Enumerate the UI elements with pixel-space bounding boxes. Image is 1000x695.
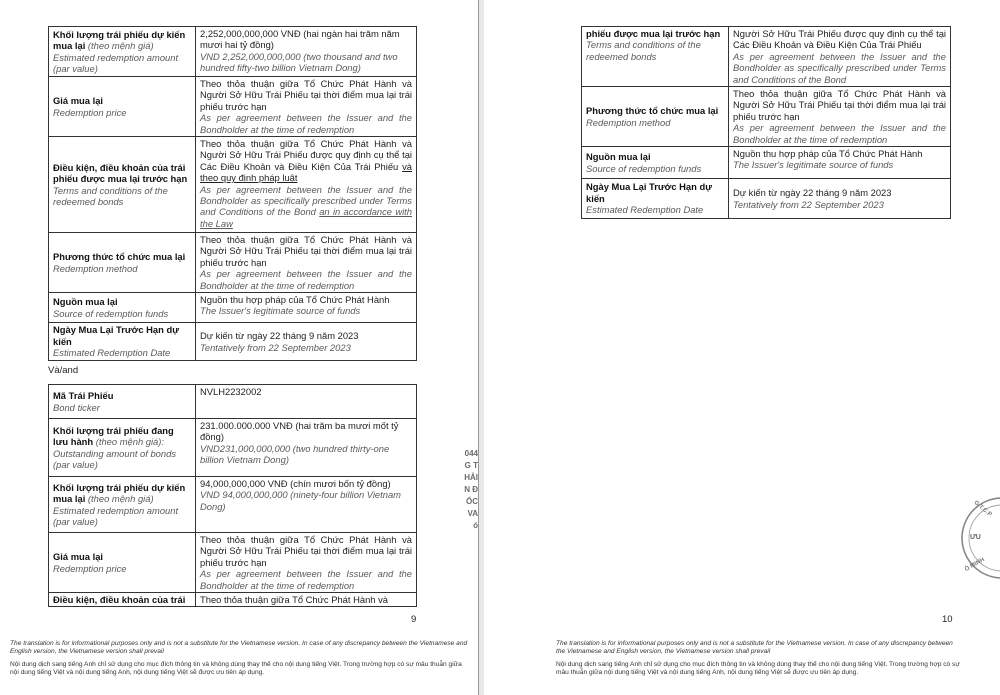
row-content xyxy=(196,477,417,533)
table-row xyxy=(582,87,951,147)
label-en: Source of redemption funds xyxy=(586,162,702,174)
content-en: As per agreement between the Issuer and the Bondholder at the time of redemption xyxy=(200,268,412,291)
redemption-table-2 xyxy=(48,384,417,607)
label-en: Redemption method xyxy=(53,262,138,274)
stamp-text: ỐC xyxy=(466,497,478,506)
stamp-fragment-left xyxy=(460,448,478,544)
right-page xyxy=(484,0,1000,695)
row-label xyxy=(49,419,196,477)
row-content xyxy=(196,293,417,323)
content-en: As per agreement between the Issuer and the Bondholder as specifically prescribed under Terms and Conditions of the Bond xyxy=(200,183,412,218)
redemption-table-1 xyxy=(48,26,417,361)
stamp-text: ó xyxy=(473,521,478,530)
footer-en: The translation is for informational purposes only and is not a substitute for the Vietnamese version. In case of any discrepancy between the Vietnamese and English version, the Vietnamese version shall prevail xyxy=(10,640,468,656)
label-en: Bond ticker xyxy=(53,401,100,413)
content-en: VND 94,000,000,000 (ninety-four billion Vietnam Dong) xyxy=(200,489,401,512)
label-en: Terms and conditions of the redeemed bonds xyxy=(53,184,168,207)
table-row xyxy=(582,147,951,179)
content-vi: 94,000,000,000 VNĐ (chín mươi bốn tỷ đồng) xyxy=(200,478,391,489)
content-vi: Người Sở Hữu Trái Phiếu được quy định cụ thể tại Các Điều Khoản và Điều Kiện Của Trái Phiếu xyxy=(733,28,946,51)
label-vi: Ngày Mua Lại Trước Hạn dự kiến xyxy=(53,324,179,347)
row-content xyxy=(196,323,417,361)
row-label xyxy=(49,593,196,607)
stamp-text: G T xyxy=(464,461,478,470)
label-vi: Giá mua lại xyxy=(53,551,104,563)
label-en: Source of redemption funds xyxy=(53,307,169,319)
content-vi: Theo thỏa thuận giữa Tổ Chức Phát Hành và Người Sở Hữu Trái Phiếu tại thời điểm mua lại trái phiếu trước hạn xyxy=(200,78,412,112)
content-en: As per agreement between the Issuer and the Bondholder as specifically prescribed under Terms and Conditions of the Bond xyxy=(733,50,946,85)
label-en: Redemption method xyxy=(586,116,671,128)
footer-disclaimer xyxy=(484,640,1000,677)
table-row xyxy=(49,293,417,323)
row-label xyxy=(582,27,729,87)
footer-vi: Nội dung dịch sang tiếng Anh chỉ sử dụng cho mục đích thông tin và không dùng thay thế cho nội dung tiếng Việt. Trong trường hợp có sự mâu thuẫn giữa nội dung tiếng Việt và nội dung tiếng Anh, nội dung tiếng Việt sẽ được ưu tiên áp dụng. xyxy=(10,660,462,676)
label-vi: Khối lượng trái phiếu dự kiến mua lại xyxy=(53,28,186,52)
label-en: Redemption price xyxy=(53,562,127,574)
label-en: Estimated redemption amount (par value) xyxy=(53,504,179,527)
row-label xyxy=(49,533,196,593)
redemption-table-3 xyxy=(581,26,951,219)
stamp-text: G.T.C.P xyxy=(972,499,993,519)
left-page xyxy=(0,0,479,695)
label-vi: Điều kiện, điều khoản của trái xyxy=(53,594,186,606)
table-row xyxy=(582,27,951,87)
row-label xyxy=(49,27,196,77)
table-row xyxy=(49,27,417,77)
label-vi: phiếu được mua lại trước hạn xyxy=(586,28,721,39)
table-row xyxy=(49,477,417,533)
label-note: (theo mệnh giá) xyxy=(87,40,154,52)
content-vi: Theo thỏa thuận giữa Tổ Chức Phát Hành và Người Sở Hữu Trái Phiếu tại thời điểm mua lại trái phiếu trước hạn xyxy=(733,88,946,122)
table-row xyxy=(49,593,417,607)
content-vi-underlined: và theo quy định pháp luật xyxy=(200,160,412,184)
table-row xyxy=(49,137,417,233)
label-en: Estimated Redemption Date xyxy=(53,347,171,359)
content-en-underlined: an in accordance with the Law xyxy=(200,206,412,229)
row-label xyxy=(49,385,196,419)
table-row xyxy=(582,179,951,219)
content-vi: Nguồn thu hợp pháp của Tổ Chức Phát Hành xyxy=(200,294,390,306)
table-row xyxy=(49,77,417,137)
row-content xyxy=(196,533,417,593)
row-content xyxy=(196,593,417,607)
content-vi: 231.000.000.000 VNĐ (hai trăm ba mươi mốt tỷ đồng) xyxy=(200,420,399,443)
content-en: As per agreement between the Issuer and the Bondholder at the time of redemption xyxy=(200,568,412,591)
label-en: Estimated redemption amount (par value) xyxy=(53,51,179,74)
content-en: The Issuer's legitimate source of funds xyxy=(733,159,894,171)
row-label xyxy=(49,323,196,361)
footer-vi: Nội dung dịch sang tiếng Anh chỉ sử dụng cho mục đích thông tin và không dùng thay thế cho nội dung tiếng Việt. Trong trường hợp có sự mâu thuẫn giữa nội dung tiếng Việt và nội dung tiếng Anh, nội dung tiếng Việt sẽ được ưu tiên áp dụng. xyxy=(556,660,960,676)
row-label xyxy=(49,477,196,533)
label-vi: Phương thức tổ chức mua lại xyxy=(53,251,186,263)
label-en: Outstanding amount of bonds (par value) xyxy=(53,447,177,470)
label-vi: Phương thức tổ chức mua lại xyxy=(586,105,719,117)
label-vi: Giá mua lại xyxy=(53,95,104,107)
content-en: The Issuer's legitimate source of funds xyxy=(200,305,361,317)
row-label xyxy=(49,293,196,323)
label-vi: Nguồn mua lại xyxy=(586,151,651,163)
row-content xyxy=(196,77,417,137)
row-content xyxy=(729,179,951,219)
row-label xyxy=(49,77,196,137)
row-content xyxy=(729,147,951,179)
label-vi: Khối lượng trái phiếu dự kiến mua lại xyxy=(53,481,186,505)
row-label xyxy=(582,147,729,179)
row-label xyxy=(582,179,729,219)
label-en: Estimated Redemption Date xyxy=(586,204,704,216)
label-vi: Khối lượng trái phiếu đang lưu hành xyxy=(53,424,174,448)
footer-en: The translation is for informational purposes only and is not a substitute for the Vietnamese version. In case of any discrepancy between the Vietnamese and English version, the Vietnamese version shall prevail xyxy=(556,640,953,656)
row-label xyxy=(49,137,196,233)
row-content xyxy=(729,87,951,147)
content-vi: Theo thỏa thuận giữa Tổ Chức Phát Hành và Người Sở Hữu Trái Phiếu được quy định cụ thể tại Các Điều Khoản và Điều Kiện Của Trái Phiếu xyxy=(200,138,412,172)
content-vi: Dự kiến từ ngày 22 tháng 9 năm 2023 xyxy=(733,187,892,199)
row-content xyxy=(196,385,417,419)
table-row xyxy=(49,233,417,293)
row-label xyxy=(49,233,196,293)
content-en: VND231,000,000,000 (two hundred thirty-one billion Vietnam Dong) xyxy=(200,442,390,466)
page-number: 10 xyxy=(942,614,953,625)
content-en: VND 2,252,000,000,000 (two thousand and two hundred fifty-two billion Vietnam Dong) xyxy=(200,50,398,74)
table-row xyxy=(49,385,417,419)
stamp-text: 044 xyxy=(464,449,478,458)
row-content xyxy=(196,137,417,233)
label-vi: Nguồn mua lại xyxy=(53,296,118,308)
stamp-text: Ó MINH xyxy=(963,556,986,574)
row-content xyxy=(196,233,417,293)
table-row xyxy=(49,419,417,477)
content-vi: NVLH2232002 xyxy=(200,386,262,397)
label-en: Redemption price xyxy=(53,106,127,118)
table-row xyxy=(49,323,417,361)
page-number: 9 xyxy=(411,614,417,625)
label-vi: Mã Trái Phiếu xyxy=(53,390,114,402)
content-vi: Theo thỏa thuận giữa Tổ Chức Phát Hành và Người Sở Hữu Trái Phiếu tại thời điểm mua lại trái phiếu trước hạn xyxy=(200,534,412,568)
stamp-fragment-right xyxy=(950,492,1000,584)
row-content xyxy=(196,419,417,477)
and-label: Và/and xyxy=(48,365,79,376)
label-en: Terms and conditions of the redeemed bonds xyxy=(586,39,701,62)
content-vi: Nguồn thu hợp pháp của Tổ Chức Phát Hành xyxy=(733,148,923,160)
stamp-text: HẢI xyxy=(464,473,478,482)
label-note: (theo mệnh giá): xyxy=(95,436,165,448)
table-row xyxy=(49,533,417,593)
content-vi: 2,252,000,000,000 VNĐ (hai ngàn hai trăm năm mươi hai tỷ đồng) xyxy=(200,28,400,51)
content-en: Tentatively from 22 September 2023 xyxy=(200,341,351,353)
row-content xyxy=(729,27,951,87)
label-vi: Ngày Mua Lại Trước Hạn dự kiến xyxy=(586,181,712,204)
label-vi: Điều kiện, điều khoản của trái phiếu được mua lại trước hạn xyxy=(53,161,188,185)
stamp-text: N Đ xyxy=(464,485,478,494)
footer-disclaimer xyxy=(0,640,478,677)
content-en: As per agreement between the Issuer and the Bondholder at the time of redemption xyxy=(200,112,412,135)
row-label xyxy=(582,87,729,147)
stamp-text: ƯU xyxy=(970,534,981,541)
content-vi: Theo thỏa thuận giữa Tổ Chức Phát Hành và Người Sở Hữu Trái Phiếu tại thời điểm mua lại trái phiếu trước hạn xyxy=(200,234,412,268)
content-vi: Dự kiến từ ngày 22 tháng 9 năm 2023 xyxy=(200,330,359,342)
label-note: (theo mệnh giá) xyxy=(87,493,154,505)
stamp-text: VA xyxy=(467,509,478,518)
row-content xyxy=(196,27,417,77)
content-vi: Theo thỏa thuận giữa Tổ Chức Phát Hành và xyxy=(200,594,389,606)
content-en: As per agreement between the Issuer and the Bondholder at the time of redemption xyxy=(733,122,946,145)
content-en: Tentatively from 22 September 2023 xyxy=(733,198,884,210)
